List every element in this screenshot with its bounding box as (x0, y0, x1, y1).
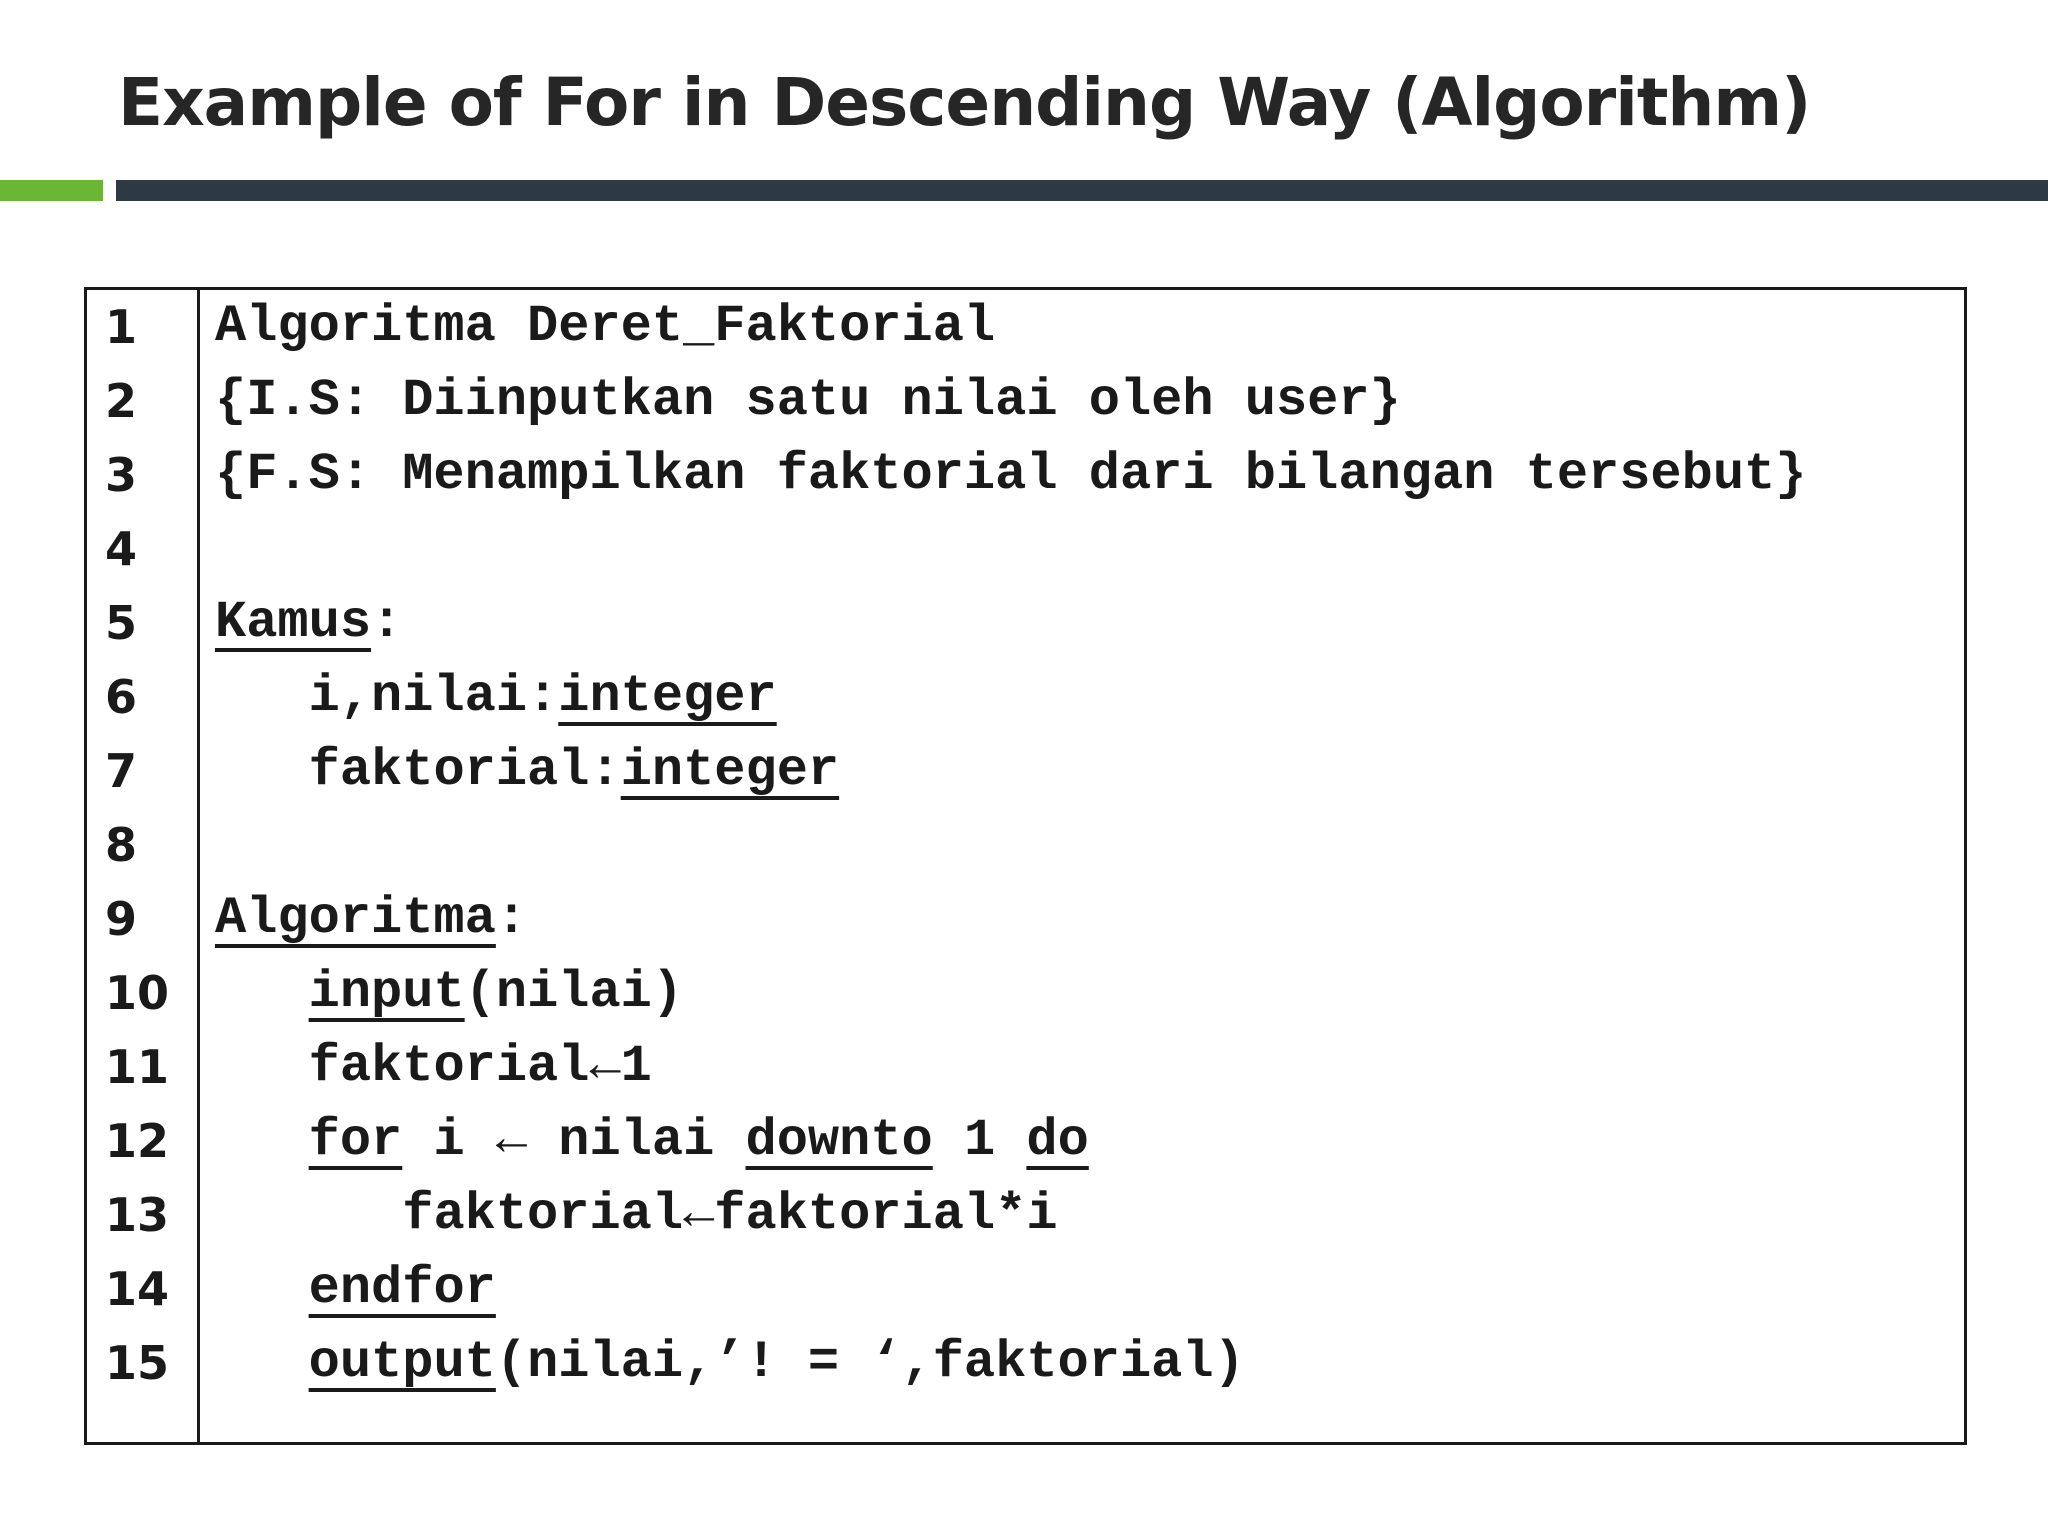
code-indent (215, 1333, 309, 1392)
code-line-10 (215, 956, 683, 1030)
code-line-3 (215, 438, 1806, 512)
line-number: 11 (105, 1040, 170, 1094)
line-number: 7 (105, 744, 138, 798)
code-text: (nilai) (464, 963, 684, 1022)
code-line-13 (215, 1178, 1058, 1252)
line-number: 14 (105, 1262, 170, 1316)
keyword: integer (620, 741, 840, 800)
slide-title: Example of For in Descending Way (Algorithm) (118, 64, 1811, 141)
line-number: 4 (105, 522, 138, 576)
keyword: Kamus (215, 593, 372, 652)
code-indent (215, 1259, 309, 1318)
code-line-5 (215, 586, 402, 660)
code-text: i,nilai: (308, 667, 559, 726)
code-text: i ← nilai (402, 1111, 746, 1170)
line-number: 10 (105, 966, 170, 1020)
line-number: 6 (105, 670, 138, 724)
code-indent (215, 1037, 309, 1096)
keyword: input (308, 963, 465, 1022)
line-number: 12 (105, 1114, 170, 1168)
code-listing-box (84, 287, 1967, 1445)
code-line-14 (215, 1252, 496, 1326)
keyword: endfor (308, 1259, 496, 1318)
code-text-area (215, 290, 1964, 1442)
keyword: Algoritma (215, 889, 496, 948)
keyword: output (308, 1333, 496, 1392)
keyword: for (308, 1111, 403, 1170)
code-text: 1 (932, 1111, 1027, 1170)
code-indent (215, 741, 309, 800)
keyword: integer (558, 667, 777, 726)
code-indent (215, 963, 309, 1022)
code-line-9 (215, 882, 527, 956)
accent-bar-dark (116, 180, 2048, 201)
line-number: 3 (105, 448, 138, 502)
accent-bar-green (0, 180, 103, 201)
line-number: 8 (105, 818, 138, 872)
code-indent (215, 667, 309, 726)
code-line-6 (215, 660, 777, 734)
code-text: faktorial←faktorial*i (402, 1185, 1058, 1244)
code-line-1 (215, 290, 995, 364)
code-indent (215, 1111, 309, 1170)
code-text: faktorial←1 (308, 1037, 652, 1096)
line-number: 15 (105, 1336, 170, 1390)
code-text: Algoritma Deret_Faktorial (215, 297, 996, 356)
code-line-2 (215, 364, 1401, 438)
line-number: 13 (105, 1188, 170, 1242)
code-text: : (495, 889, 528, 948)
line-number: 2 (105, 374, 138, 428)
code-text: faktorial: (308, 741, 621, 800)
code-text: : (371, 593, 403, 652)
code-text: (nilai,’! = ‘,faktorial) (495, 1333, 1245, 1392)
keyword: downto (745, 1111, 933, 1170)
code-line-15 (215, 1326, 1245, 1400)
code-comment: {F.S: Menampilkan faktorial dari bilangan tersebut} (215, 445, 1807, 504)
line-number: 1 (105, 300, 138, 354)
code-comment: {I.S: Diinputkan satu nilai oleh user} (215, 371, 1401, 430)
line-number: 9 (105, 892, 138, 946)
code-indent (215, 1185, 402, 1244)
keyword: do (1026, 1111, 1089, 1170)
code-line-11 (215, 1030, 652, 1104)
line-number: 5 (105, 596, 138, 650)
code-line-12 (215, 1104, 1089, 1178)
line-number-column (87, 290, 200, 1442)
code-line-7 (215, 734, 839, 808)
